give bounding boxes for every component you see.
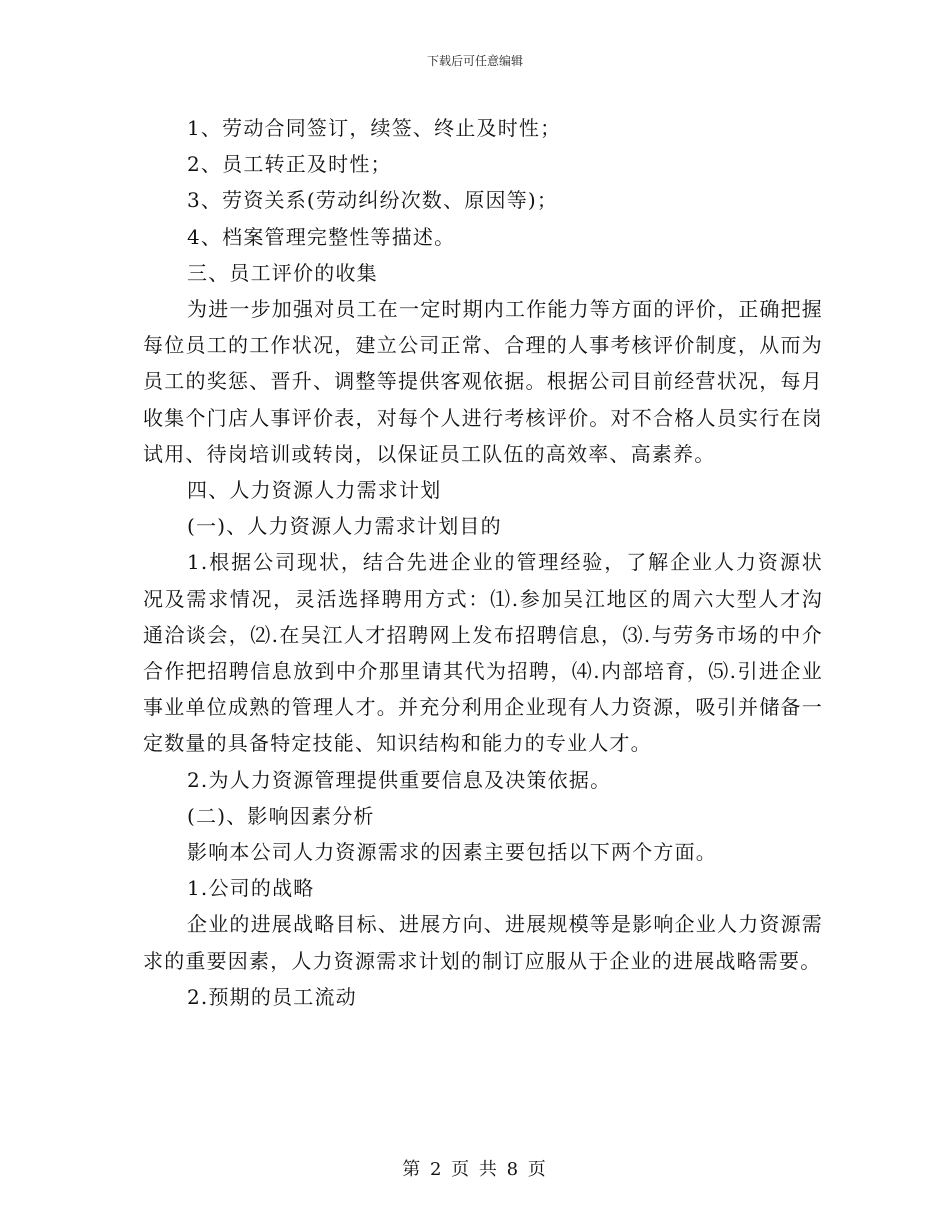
page-header: 下载后可任意编辑 <box>426 54 523 68</box>
section-heading: 四、人力资源人力需求计划 <box>187 478 442 503</box>
paragraph: 1、劳动合同签订，续签、终止及时性； <box>187 116 562 140</box>
paragraph: 2、员工转正及时性； <box>187 152 392 177</box>
paragraph: 为进一步加强对员工在一定时期内工作能力等方面的评价，正确把握每位员工的工作状况，建立公司正常、合理的人事考核评价制度，从而为员工的奖惩、晋升、调整等提供客观依据。根据公司目前经营状况，每月收集个门店人事评价表，对每个人进行考核评价。对不合格人员实行在岗试用、待岗培训或转岗，以保证员工队伍的高效率、高素养。 <box>143 297 823 466</box>
paragraph: 2.为人力资源管理提供重要信息及决策依据。 <box>187 767 612 792</box>
document-body <box>143 110 823 1015</box>
section-heading: 三、员工评价的收集 <box>187 260 378 285</box>
paragraph: 1.根据公司现状，结合先进企业的管理经验，了解企业人力资源状况及需求情况，灵活选择聘用方式：⑴.参加吴江地区的周六大型人才沟通洽谈会，⑵.在吴江人才招聘网上发布招聘信息，⑶.与劳务市场的中介合作把招聘信息放到中介那里请其代为招聘，⑷.内部培育，⑸.引进企业事业单位成熟的管理人才。并充分利用企业现有人力资源，吸引并储备一定数量的具备特定技能、知识结构和能力的专业人才。 <box>143 550 823 756</box>
paragraph: 3、劳资关系(劳动纠纷次数、原因等)； <box>187 188 559 213</box>
paragraph: 企业的进展战略目标、进展方向、进展规模等是影响企业人力资源需求的重要因素，人力资源需求计划的制订应服从于企业的进展战略需要。 <box>143 912 823 973</box>
subsection-heading: (一)、人力资源人力需求计划目的 <box>187 514 502 539</box>
paragraph: 4、档案管理完整性等描述。 <box>187 224 456 249</box>
paragraph: 2.预期的员工流动 <box>187 984 357 1009</box>
subsection-heading: (二)、影响因素分析 <box>187 803 375 828</box>
page-footer: 第 2 页 共 8 页 <box>402 1159 548 1180</box>
paragraph: 1.公司的战略 <box>187 876 315 901</box>
paragraph: 影响本公司人力资源需求的因素主要包括以下两个方面。 <box>187 840 717 865</box>
